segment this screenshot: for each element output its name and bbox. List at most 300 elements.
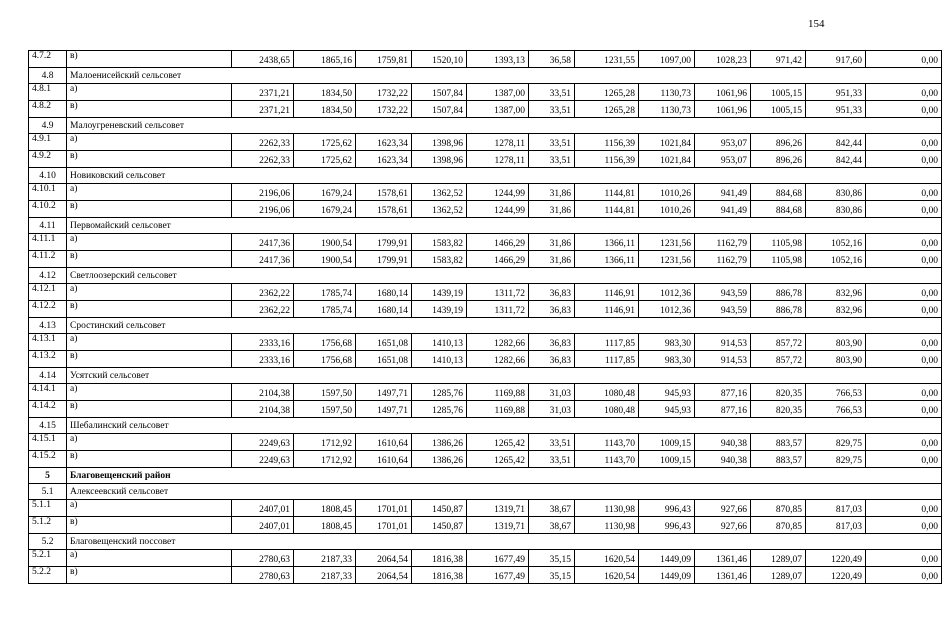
value-cell: 1319,71 xyxy=(467,500,529,517)
value-cell: 1620,54 xyxy=(575,550,639,567)
value-cell: 0,00 xyxy=(866,234,942,251)
value-cell: 1439,19 xyxy=(412,284,467,301)
value-cell: 1679,24 xyxy=(294,201,356,218)
value-cell: 1361,46 xyxy=(695,550,751,567)
row-letter: в) xyxy=(67,351,232,368)
value-cell: 884,68 xyxy=(751,201,806,218)
value-cell: 1799,91 xyxy=(356,234,412,251)
value-cell: 0,00 xyxy=(866,517,942,534)
section-code: 4.12 xyxy=(29,268,67,284)
row-code: 4.12.1 xyxy=(29,284,67,301)
value-cell: 951,33 xyxy=(806,101,866,118)
value-cell: 1362,52 xyxy=(412,184,467,201)
value-cell: 943,59 xyxy=(695,284,751,301)
value-cell: 1005,15 xyxy=(751,101,806,118)
value-cell: 1231,55 xyxy=(575,51,639,68)
table-row xyxy=(29,51,942,68)
row-letter: а) xyxy=(67,550,232,567)
value-cell: 1278,11 xyxy=(467,151,529,168)
value-cell: 1144,81 xyxy=(575,184,639,201)
value-cell: 1623,34 xyxy=(356,151,412,168)
row-letter: а) xyxy=(67,184,232,201)
value-cell: 0,00 xyxy=(866,451,942,468)
value-cell: 1156,39 xyxy=(575,134,639,151)
value-cell: 996,43 xyxy=(639,517,695,534)
value-cell: 1449,09 xyxy=(639,550,695,567)
row-code: 4.7.2 xyxy=(29,51,67,68)
value-cell: 2187,33 xyxy=(294,550,356,567)
value-cell: 1680,14 xyxy=(356,284,412,301)
section-title: Малоугреневский сельсовет xyxy=(67,118,942,134)
value-cell: 1701,01 xyxy=(356,517,412,534)
value-cell: 917,60 xyxy=(806,51,866,68)
section-title: Первомайский сельсовет xyxy=(67,218,942,234)
value-cell: 2438,65 xyxy=(232,51,294,68)
value-cell: 1311,72 xyxy=(467,301,529,318)
value-cell: 31,86 xyxy=(529,184,575,201)
value-cell: 1362,52 xyxy=(412,201,467,218)
value-cell: 832,96 xyxy=(806,284,866,301)
value-cell: 1009,15 xyxy=(639,451,695,468)
value-cell: 1785,74 xyxy=(294,284,356,301)
value-cell: 33,51 xyxy=(529,134,575,151)
value-cell: 1759,81 xyxy=(356,51,412,68)
value-cell: 1144,81 xyxy=(575,201,639,218)
value-cell: 1677,49 xyxy=(467,550,529,567)
value-cell: 1061,96 xyxy=(695,84,751,101)
value-cell: 38,67 xyxy=(529,517,575,534)
value-cell: 0,00 xyxy=(866,284,942,301)
value-cell: 1285,76 xyxy=(412,384,467,401)
value-cell: 914,53 xyxy=(695,351,751,368)
value-cell: 1597,50 xyxy=(294,401,356,418)
value-cell: 2064,54 xyxy=(356,567,412,584)
value-cell: 35,15 xyxy=(529,567,575,584)
section-title: Благовещенский поссовет xyxy=(67,534,942,550)
section-title: Новиковский сельсовет xyxy=(67,168,942,184)
table-row xyxy=(29,251,942,268)
table-body xyxy=(29,51,942,584)
value-cell: 0,00 xyxy=(866,351,942,368)
row-letter: а) xyxy=(67,500,232,517)
value-cell: 36,83 xyxy=(529,301,575,318)
row-letter: в) xyxy=(67,201,232,218)
row-letter: в) xyxy=(67,301,232,318)
value-cell: 1366,11 xyxy=(575,234,639,251)
section-header-row xyxy=(29,118,942,134)
value-cell: 1597,50 xyxy=(294,384,356,401)
value-cell: 1610,64 xyxy=(356,434,412,451)
value-cell: 1900,54 xyxy=(294,234,356,251)
value-cell: 996,43 xyxy=(639,500,695,517)
value-cell: 2262,33 xyxy=(232,134,294,151)
value-cell: 31,86 xyxy=(529,201,575,218)
value-cell: 0,00 xyxy=(866,201,942,218)
value-cell: 1651,08 xyxy=(356,334,412,351)
value-cell: 857,72 xyxy=(751,334,806,351)
value-cell: 1623,34 xyxy=(356,134,412,151)
row-letter: в) xyxy=(67,567,232,584)
section-code: 4.13 xyxy=(29,318,67,334)
value-cell: 1834,50 xyxy=(294,84,356,101)
table-row xyxy=(29,84,942,101)
value-cell: 2780,63 xyxy=(232,550,294,567)
section-header-row xyxy=(29,534,942,550)
value-cell: 1610,64 xyxy=(356,451,412,468)
table-row xyxy=(29,401,942,418)
value-cell: 1808,45 xyxy=(294,517,356,534)
row-letter: в) xyxy=(67,517,232,534)
row-code: 4.8.2 xyxy=(29,101,67,118)
value-cell: 33,51 xyxy=(529,84,575,101)
value-cell: 1146,91 xyxy=(575,284,639,301)
value-cell: 1169,88 xyxy=(467,401,529,418)
value-cell: 1005,15 xyxy=(751,84,806,101)
value-cell: 1080,48 xyxy=(575,401,639,418)
table-row xyxy=(29,234,942,251)
value-cell: 1732,22 xyxy=(356,101,412,118)
row-code: 4.11.2 xyxy=(29,251,67,268)
table-row xyxy=(29,301,942,318)
row-letter: а) xyxy=(67,384,232,401)
value-cell: 896,26 xyxy=(751,134,806,151)
table-row xyxy=(29,517,942,534)
value-cell: 1231,56 xyxy=(639,251,695,268)
value-cell: 1386,26 xyxy=(412,451,467,468)
value-cell: 1620,54 xyxy=(575,567,639,584)
row-code: 4.12.2 xyxy=(29,301,67,318)
value-cell: 2187,33 xyxy=(294,567,356,584)
value-cell: 1756,68 xyxy=(294,351,356,368)
value-cell: 1450,87 xyxy=(412,517,467,534)
row-letter: в) xyxy=(67,251,232,268)
section-header-row xyxy=(29,484,942,500)
value-cell: 830,86 xyxy=(806,201,866,218)
value-cell: 1701,01 xyxy=(356,500,412,517)
value-cell: 2249,63 xyxy=(232,451,294,468)
value-cell: 1282,66 xyxy=(467,351,529,368)
section-header-row xyxy=(29,68,942,84)
value-cell: 927,66 xyxy=(695,517,751,534)
value-cell: 1244,99 xyxy=(467,201,529,218)
value-cell: 1712,92 xyxy=(294,434,356,451)
value-cell: 1265,42 xyxy=(467,451,529,468)
value-cell: 1725,62 xyxy=(294,134,356,151)
value-cell: 1097,00 xyxy=(639,51,695,68)
value-cell: 877,16 xyxy=(695,401,751,418)
section-title: Малоенисейский сельсовет xyxy=(67,68,942,84)
value-cell: 1021,84 xyxy=(639,151,695,168)
value-cell: 1289,07 xyxy=(751,550,806,567)
value-cell: 2196,06 xyxy=(232,201,294,218)
row-letter: в) xyxy=(67,101,232,118)
value-cell: 1439,19 xyxy=(412,301,467,318)
value-cell: 1021,84 xyxy=(639,134,695,151)
row-code: 5.2.2 xyxy=(29,567,67,584)
value-cell: 1398,96 xyxy=(412,151,467,168)
value-cell: 0,00 xyxy=(866,134,942,151)
value-cell: 1105,98 xyxy=(751,234,806,251)
value-cell: 1834,50 xyxy=(294,101,356,118)
value-cell: 983,30 xyxy=(639,334,695,351)
table-row xyxy=(29,434,942,451)
value-cell: 31,86 xyxy=(529,234,575,251)
value-cell: 803,90 xyxy=(806,351,866,368)
value-cell: 1130,73 xyxy=(639,101,695,118)
value-cell: 1449,09 xyxy=(639,567,695,584)
value-cell: 1061,96 xyxy=(695,101,751,118)
value-cell: 817,03 xyxy=(806,500,866,517)
value-cell: 0,00 xyxy=(866,151,942,168)
value-cell: 832,96 xyxy=(806,301,866,318)
value-cell: 1244,99 xyxy=(467,184,529,201)
value-cell: 1012,36 xyxy=(639,301,695,318)
section-header-row xyxy=(29,168,942,184)
value-cell: 1162,79 xyxy=(695,251,751,268)
value-cell: 1387,00 xyxy=(467,101,529,118)
value-cell: 2362,22 xyxy=(232,284,294,301)
section-title: Сростинский сельсовет xyxy=(67,318,942,334)
table-row xyxy=(29,334,942,351)
value-cell: 927,66 xyxy=(695,500,751,517)
value-cell: 945,93 xyxy=(639,401,695,418)
value-cell: 953,07 xyxy=(695,151,751,168)
value-cell: 1143,70 xyxy=(575,434,639,451)
value-cell: 886,78 xyxy=(751,301,806,318)
table-row xyxy=(29,284,942,301)
table-row xyxy=(29,101,942,118)
value-cell: 1220,49 xyxy=(806,567,866,584)
row-code: 4.9.2 xyxy=(29,151,67,168)
value-cell: 1361,46 xyxy=(695,567,751,584)
value-cell: 35,15 xyxy=(529,550,575,567)
value-cell: 36,83 xyxy=(529,351,575,368)
value-cell: 36,83 xyxy=(529,334,575,351)
value-cell: 2780,63 xyxy=(232,567,294,584)
section-code: 4.10 xyxy=(29,168,67,184)
value-cell: 1231,56 xyxy=(639,234,695,251)
value-cell: 0,00 xyxy=(866,101,942,118)
table-row xyxy=(29,184,942,201)
value-cell: 1410,13 xyxy=(412,351,467,368)
value-cell: 2333,16 xyxy=(232,351,294,368)
value-cell: 0,00 xyxy=(866,550,942,567)
value-cell: 1012,36 xyxy=(639,284,695,301)
value-cell: 2333,16 xyxy=(232,334,294,351)
value-cell: 941,49 xyxy=(695,184,751,201)
table-row xyxy=(29,451,942,468)
row-letter: в) xyxy=(67,51,232,68)
section-title: Светлоозерский сельсовет xyxy=(67,268,942,284)
value-cell: 33,51 xyxy=(529,451,575,468)
value-cell: 2064,54 xyxy=(356,550,412,567)
value-cell: 0,00 xyxy=(866,334,942,351)
value-cell: 1466,29 xyxy=(467,251,529,268)
value-cell: 1387,00 xyxy=(467,84,529,101)
value-cell: 803,90 xyxy=(806,334,866,351)
section-title: Благовещенский район xyxy=(67,468,942,484)
value-cell: 2417,36 xyxy=(232,234,294,251)
value-cell: 0,00 xyxy=(866,384,942,401)
value-cell: 1265,42 xyxy=(467,434,529,451)
value-cell: 1130,73 xyxy=(639,84,695,101)
value-cell: 1756,68 xyxy=(294,334,356,351)
section-header-row xyxy=(29,468,942,484)
table-row xyxy=(29,500,942,517)
value-cell: 1162,79 xyxy=(695,234,751,251)
table-row xyxy=(29,351,942,368)
value-cell: 857,72 xyxy=(751,351,806,368)
value-cell: 1169,88 xyxy=(467,384,529,401)
value-cell: 1146,91 xyxy=(575,301,639,318)
value-cell: 884,68 xyxy=(751,184,806,201)
row-code: 4.15.2 xyxy=(29,451,67,468)
section-code: 4.11 xyxy=(29,218,67,234)
row-letter: а) xyxy=(67,134,232,151)
section-code: 5.2 xyxy=(29,534,67,550)
value-cell: 33,51 xyxy=(529,101,575,118)
value-cell: 1010,26 xyxy=(639,201,695,218)
section-header-row xyxy=(29,318,942,334)
value-cell: 1398,96 xyxy=(412,134,467,151)
section-code: 4.15 xyxy=(29,418,67,434)
row-code: 4.14.1 xyxy=(29,384,67,401)
value-cell: 1808,45 xyxy=(294,500,356,517)
value-cell: 883,57 xyxy=(751,451,806,468)
value-cell: 1130,98 xyxy=(575,517,639,534)
value-cell: 766,53 xyxy=(806,384,866,401)
value-cell: 953,07 xyxy=(695,134,751,151)
value-cell: 1466,29 xyxy=(467,234,529,251)
value-cell: 1386,26 xyxy=(412,434,467,451)
value-cell: 829,75 xyxy=(806,434,866,451)
value-cell: 36,83 xyxy=(529,284,575,301)
value-cell: 1311,72 xyxy=(467,284,529,301)
value-cell: 870,85 xyxy=(751,500,806,517)
value-cell: 31,03 xyxy=(529,384,575,401)
row-code: 4.11.1 xyxy=(29,234,67,251)
value-cell: 1578,61 xyxy=(356,184,412,201)
value-cell: 1680,14 xyxy=(356,301,412,318)
value-cell: 1289,07 xyxy=(751,567,806,584)
value-cell: 877,16 xyxy=(695,384,751,401)
value-cell: 0,00 xyxy=(866,434,942,451)
value-cell: 896,26 xyxy=(751,151,806,168)
value-cell: 1393,13 xyxy=(467,51,529,68)
value-cell: 0,00 xyxy=(866,401,942,418)
value-cell: 820,35 xyxy=(751,401,806,418)
value-cell: 1156,39 xyxy=(575,151,639,168)
value-cell: 1677,49 xyxy=(467,567,529,584)
value-cell: 1143,70 xyxy=(575,451,639,468)
section-code: 4.14 xyxy=(29,368,67,384)
value-cell: 886,78 xyxy=(751,284,806,301)
value-cell: 0,00 xyxy=(866,51,942,68)
row-letter: а) xyxy=(67,434,232,451)
section-title: Алексеевский сельсовет xyxy=(67,484,942,500)
value-cell: 817,03 xyxy=(806,517,866,534)
value-cell: 1010,26 xyxy=(639,184,695,201)
value-cell: 1052,16 xyxy=(806,251,866,268)
value-cell: 0,00 xyxy=(866,84,942,101)
value-cell: 1497,71 xyxy=(356,384,412,401)
value-cell: 1278,11 xyxy=(467,134,529,151)
value-cell: 1583,82 xyxy=(412,234,467,251)
value-cell: 870,85 xyxy=(751,517,806,534)
value-cell: 945,93 xyxy=(639,384,695,401)
row-code: 4.9.1 xyxy=(29,134,67,151)
value-cell: 883,57 xyxy=(751,434,806,451)
value-cell: 1009,15 xyxy=(639,434,695,451)
value-cell: 2104,38 xyxy=(232,401,294,418)
value-cell: 943,59 xyxy=(695,301,751,318)
row-code: 4.15.1 xyxy=(29,434,67,451)
row-code: 4.10.2 xyxy=(29,201,67,218)
value-cell: 1679,24 xyxy=(294,184,356,201)
section-header-row xyxy=(29,368,942,384)
value-cell: 1117,85 xyxy=(575,334,639,351)
value-cell: 1410,13 xyxy=(412,334,467,351)
row-letter: в) xyxy=(67,451,232,468)
value-cell: 2407,01 xyxy=(232,500,294,517)
value-cell: 1028,23 xyxy=(695,51,751,68)
value-cell: 33,51 xyxy=(529,434,575,451)
row-code: 5.2.1 xyxy=(29,550,67,567)
value-cell: 914,53 xyxy=(695,334,751,351)
value-cell: 2196,06 xyxy=(232,184,294,201)
value-cell: 1651,08 xyxy=(356,351,412,368)
value-cell: 1583,82 xyxy=(412,251,467,268)
value-cell: 940,38 xyxy=(695,451,751,468)
table-row xyxy=(29,384,942,401)
value-cell: 1265,28 xyxy=(575,84,639,101)
value-cell: 38,67 xyxy=(529,500,575,517)
row-letter: в) xyxy=(67,401,232,418)
value-cell: 2417,36 xyxy=(232,251,294,268)
value-cell: 820,35 xyxy=(751,384,806,401)
row-code: 5.1.2 xyxy=(29,517,67,534)
row-letter: а) xyxy=(67,334,232,351)
value-cell: 971,42 xyxy=(751,51,806,68)
row-code: 4.8.1 xyxy=(29,84,67,101)
section-code: 5.1 xyxy=(29,484,67,500)
value-cell: 0,00 xyxy=(866,301,942,318)
page-number: 154 xyxy=(808,18,825,30)
row-letter: а) xyxy=(67,234,232,251)
section-code: 4.9 xyxy=(29,118,67,134)
value-cell: 842,44 xyxy=(806,134,866,151)
section-title: Усятский сельсовет xyxy=(67,368,942,384)
value-cell: 830,86 xyxy=(806,184,866,201)
value-cell: 1900,54 xyxy=(294,251,356,268)
value-cell: 1785,74 xyxy=(294,301,356,318)
row-code: 4.10.1 xyxy=(29,184,67,201)
value-cell: 2407,01 xyxy=(232,517,294,534)
value-cell: 1220,49 xyxy=(806,550,866,567)
value-cell: 1520,10 xyxy=(412,51,467,68)
value-cell: 1507,84 xyxy=(412,84,467,101)
value-cell: 1497,71 xyxy=(356,401,412,418)
value-cell: 829,75 xyxy=(806,451,866,468)
value-cell: 1285,76 xyxy=(412,401,467,418)
value-cell: 2362,22 xyxy=(232,301,294,318)
tariff-table xyxy=(28,50,942,584)
value-cell: 0,00 xyxy=(866,500,942,517)
value-cell: 31,03 xyxy=(529,401,575,418)
section-title: Шебалинский сельсовет xyxy=(67,418,942,434)
value-cell: 1507,84 xyxy=(412,101,467,118)
value-cell: 1816,38 xyxy=(412,550,467,567)
